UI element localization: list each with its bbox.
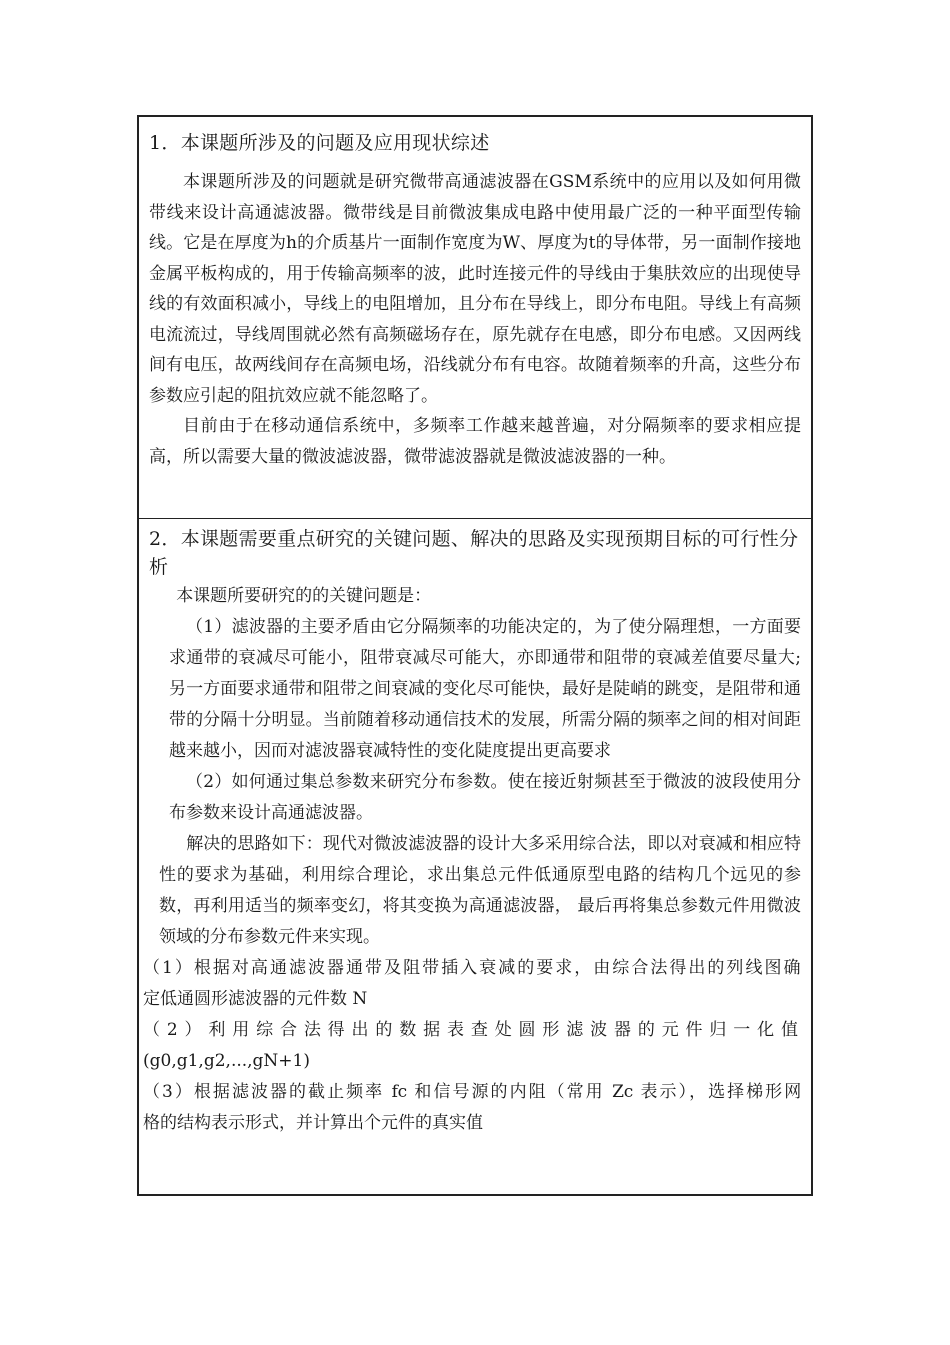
form-table [137,115,813,1196]
design-step-3-line-2: 格的结构表示形式，并计算出个元件的真实值 [143,1113,483,1133]
section-1-paragraph-1: 本课题所涉及的问题就是研究微带高通滤波器在GSM系统中的应用以及如何用微带线来设计高通滤波器。微带线是目前微波集成电路中使用最广泛的一种平面型传输线。它是在厚度为h的介质基片一面制作宽度为W、厚度为t的导体带，另一面制作接地金属平板构成的，用于传输高频率的波，此时连接元件的导线由于集肤效应的出现使导线的有效面积减小，导线上的电阻增加，且分布在导线上，即分布电阻。导线上有高频电流流过，导线周围就必然有高频磁场存在，原先就存在电感，即分布电感。又因两线间有电压，故两线间存在高频电场，沿线就分布有电容。故随着频率的升高，这些分布参数应引起的阻抗效应就不能忽略了。 [149,172,801,406]
section-2-heading: 2．本课题需要重点研究的关键问题、解决的思路及实现预期目标的可行性分析 [149,528,799,578]
design-step-1-line-2: 定低通圆形滤波器的元件数 N [143,989,368,1009]
approach-paragraph: 解决的思路如下：现代对微波滤波器的设计大多采用综合法，即以对衰减和相应特性的要求为基础，利用综合理论，求出集总元件低通原型电路的结构几个远见的参数，再利用适当的频率变幻，将其变换为高通滤波器， 最后再将集总参数元件用微波领域的分布参数元件来实现。 [159,834,801,947]
design-step-1-line-1: （1）根据对高通滤波器通带及阻带插入衰减的要求，由综合法得出的列线图确 [143,958,801,978]
key-questions-intro: 本课题所要研究的的关键问题是： [176,586,432,606]
design-step-3 [143,1077,801,1139]
key-question-1: （1）滤波器的主要矛盾由它分隔频率的功能决定的，为了使分隔理想，一方面要求通带的衰减尽可能小，阻带衰减尽可能大，亦即通带和阻带的衰减差值要尽量大;另一方面要求通带和阻带之间衰减的变化尽可能快，最好是陡峭的跳变，是阻带和通带的分隔十分明显。当前随着移动通信技术的发展，所需分隔的频率之间的相对间距越来越小，因而对滤波器衰减特性的变化陡度提出更高要求 [169,617,801,761]
approach-block [149,829,801,953]
key-questions-list [149,612,801,829]
section-1-cell [139,117,811,519]
design-step-1 [143,953,801,1015]
key-question-2: （2）如何通过集总参数来研究分布参数。使在接近射频甚至于微波的波段使用分布参数来设计高通滤波器。 [169,772,801,823]
design-step-3-line-1: （3）根据滤波器的截止频率 fc 和信号源的内阻（常用 Zc 表示），选择梯形网 [143,1082,801,1102]
section-1-paragraph-2: 目前由于在移动通信系统中，多频率工作越来越普遍，对分隔频率的要求相应提高，所以需要大量的微波滤波器，微带滤波器就是微波滤波器的一种。 [149,416,801,467]
section-1-heading: 1．本课题所涉及的问题及应用现状综述 [149,132,490,154]
design-step-2 [143,1015,801,1077]
design-step-2-line-2: (g0,g1,g2,...,gN+1) [143,1051,311,1071]
section-2-cell [139,519,811,1194]
design-steps [143,953,801,1139]
design-step-2-line-1: （2）利用综合法得出的数据表查处圆形滤波器的元件归一化值 [143,1020,801,1040]
